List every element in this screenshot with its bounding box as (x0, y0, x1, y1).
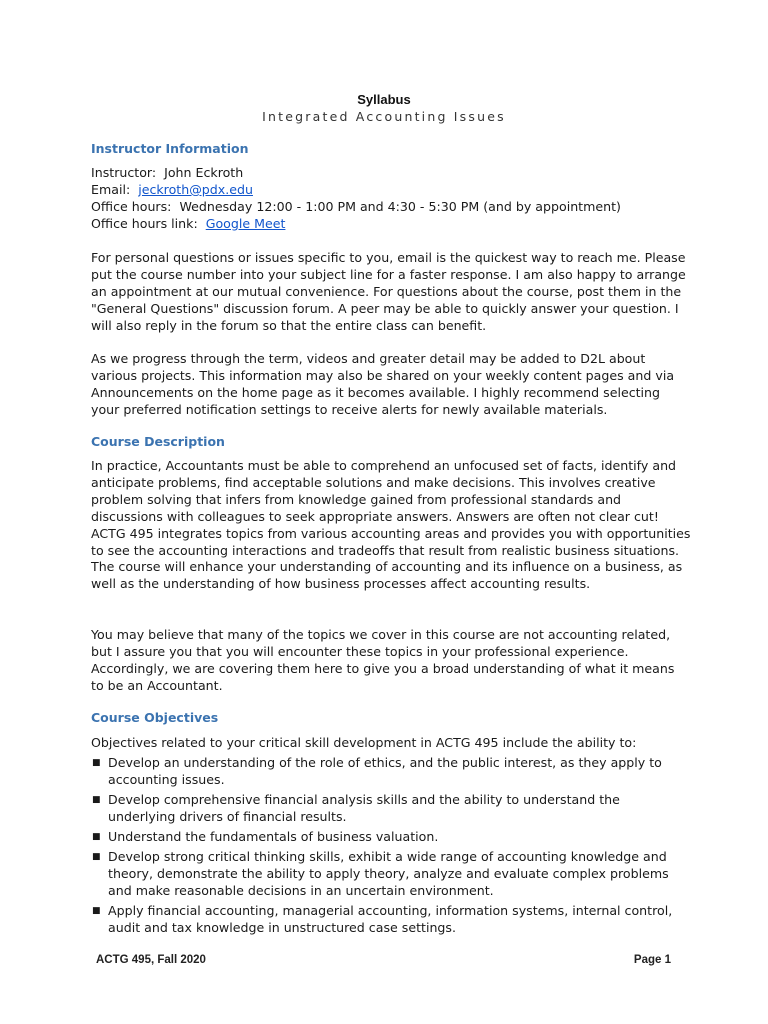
description-heading: Course Description (91, 434, 225, 449)
office-hours-value: Wednesday 12:00 - 1:00 PM and 4:30 - 5:30 PM (and by appointment) (179, 198, 621, 214)
office-hours-line (91, 199, 691, 216)
instructor-paragraph-1: For personal questions or issues specific to you, email is the quickest way to reach me. Please put the course number into your subject line for a faster response. I am also happy to arrange an appointment at our mutual convenience. For questions about the course, post them in the "General Questions" discussion forum. A peer may be able to quickly answer your question. I will also reply in the forum so that the entire class can benefit. (91, 250, 686, 333)
bullet-icon: ■ (92, 832, 101, 842)
instructor-details (91, 165, 691, 233)
footer-page-number: Page 1 (633, 954, 671, 966)
footer-course: ACTG 495, Fall 2020 (96, 954, 206, 966)
instructor-label: Instructor: (91, 165, 157, 180)
list-item-text: Develop an understanding of the role of ethics, and the public interest, as they apply to accounting issues. (108, 755, 662, 787)
bullet-icon: ■ (92, 758, 101, 768)
instructor-line (91, 165, 691, 182)
office-hours-link-line (91, 216, 691, 233)
list-item-text: Develop comprehensive financial analysis skills and the ability to understand the underlying drivers of financial results. (108, 792, 620, 824)
list-item (91, 849, 691, 899)
list-item-text: Apply financial accounting, managerial accounting, information systems, internal control, audit and tax knowledge in unstructured case settings. (108, 903, 673, 935)
document-title: Syllabus (357, 92, 411, 107)
bullet-icon: ■ (92, 906, 101, 916)
bullet-icon: ■ (92, 795, 101, 805)
objectives-heading: Course Objectives (91, 710, 219, 725)
instructor-name: John Eckroth (164, 165, 244, 180)
office-hours-label: Office hours: (91, 198, 172, 214)
list-item (91, 903, 691, 936)
instructor-paragraph-2: As we progress through the term, videos and greater detail may be added to D2L about various projects. This information may also be shared on your weekly content pages and via Announcements on the home page as it becomes available. I highly recommend selecting your preferred notification settings to receive alerts for newly available materials. (91, 351, 675, 417)
email-label: Email: (91, 181, 131, 197)
office-hours-link-label: Office hours link: (91, 215, 198, 231)
list-item-text: Develop strong critical thinking skills, exhibit a wide range of accounting knowledge and theory, demonstrate the ability to apply theory, analyze and evaluate complex problems and make reasonable decisions in an uncertain environment. (108, 849, 669, 898)
description-paragraph-1: In practice, Accountants must be able to comprehend an unfocused set of facts, identify and anticipate problems, find acceptable solutions and make decisions. This involves creative problem solving that infers from knowledge gained from professional standards and discussions with colleagues to seek appropriate answers. Answers are often not clear cut! ACTG 495 integrates topics from various accounting areas and provides you with opportunities to see the accounting interactions and tradeoffs that result from realistic business situations. The course will enhance your understanding of accounting and its influence on a business, as well as the understanding of how business processes affect accounting results. (91, 458, 691, 592)
description-paragraph-2: You may believe that many of the topics we cover in this course are not accounting related, but I assure you that you will encounter these topics in your professional experience. Accordingly, we are covering them here to give you a broad understanding of what it means to be an Accountant. (91, 627, 675, 693)
email-link[interactable]: jeckroth@pdx.edu (138, 181, 253, 197)
google-meet-link[interactable]: Google Meet (205, 215, 286, 231)
instructor-heading: Instructor Information (91, 141, 249, 156)
list-item (91, 792, 691, 825)
objectives-intro: Objectives related to your critical skill development in ACTG 495 include the ability to: (91, 735, 637, 750)
list-item (91, 755, 691, 788)
list-item (91, 829, 691, 846)
email-line (91, 182, 691, 199)
objectives-list (91, 755, 691, 940)
document-subtitle: Integrated Accounting Issues (262, 109, 506, 124)
bullet-icon: ■ (92, 852, 101, 863)
list-item-text: Understand the fundamentals of business valuation. (108, 829, 439, 844)
